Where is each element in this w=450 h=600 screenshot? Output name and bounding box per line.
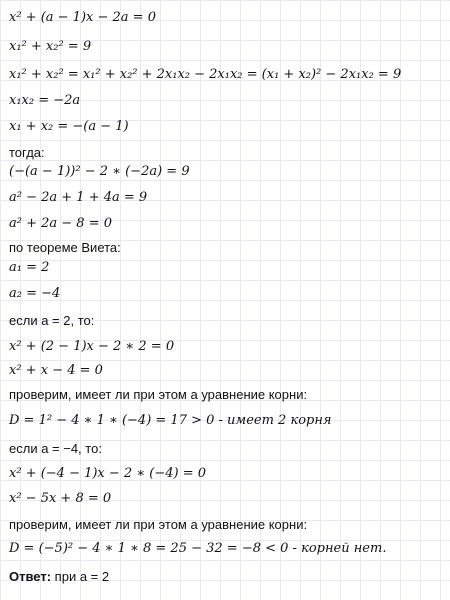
equation-line: x² + (−4 − 1)x − 2 ∗ (−4) = 0	[9, 466, 207, 481]
equation-line: x₁ + x₂ = −(a − 1)	[9, 119, 129, 134]
equation-line: a² − 2a + 1 + 4a = 9	[9, 190, 148, 205]
text-line: по теореме Виета:	[9, 240, 121, 255]
answer-text: при a = 2	[51, 569, 110, 584]
equation-line: D = (−5)² − 4 ∗ 1 ∗ 8 = 25 − 32 = −8 < 0 - корней нет.	[9, 541, 387, 556]
text-line: проверим, имеет ли при этом a уравнение корни:	[9, 387, 308, 402]
answer-label: Ответ:	[9, 569, 52, 584]
equation-line: D = 1² − 4 ∗ 1 ∗ (−4) = 17 > 0 - имеет 2 корня	[9, 413, 332, 428]
text-line: проверим, имеет ли при этом a уравнение корни:	[9, 517, 308, 532]
equation-line: x² + (2 − 1)x − 2 ∗ 2 = 0	[9, 339, 175, 354]
equation-line: a² + 2a − 8 = 0	[9, 216, 112, 231]
equation-line: x² + (a − 1)x − 2a = 0	[9, 10, 156, 25]
answer-line	[9, 569, 109, 584]
text-line: тогда:	[9, 145, 45, 160]
equation-line: x² − 5x + 8 = 0	[9, 491, 112, 506]
equation-line: x₁² + x₂² = x₁² + x₂² + 2x₁x₂ − 2x₁x₂ = (x₁ + x₂)² − 2x₁x₂ = 9	[9, 67, 402, 82]
equation-line: x₁² + x₂² = 9	[9, 39, 92, 54]
equation-line: x₁x₂ = −2a	[9, 93, 81, 108]
equation-line: a₂ = −4	[9, 286, 61, 301]
text-line: если a = 2, то:	[9, 313, 95, 328]
equation-line: (−(a − 1))² − 2 ∗ (−2a) = 9	[9, 164, 190, 179]
equation-line: x² + x − 4 = 0	[9, 363, 103, 378]
equation-line: a₁ = 2	[9, 260, 50, 275]
text-line: если a = −4, то:	[9, 441, 102, 456]
